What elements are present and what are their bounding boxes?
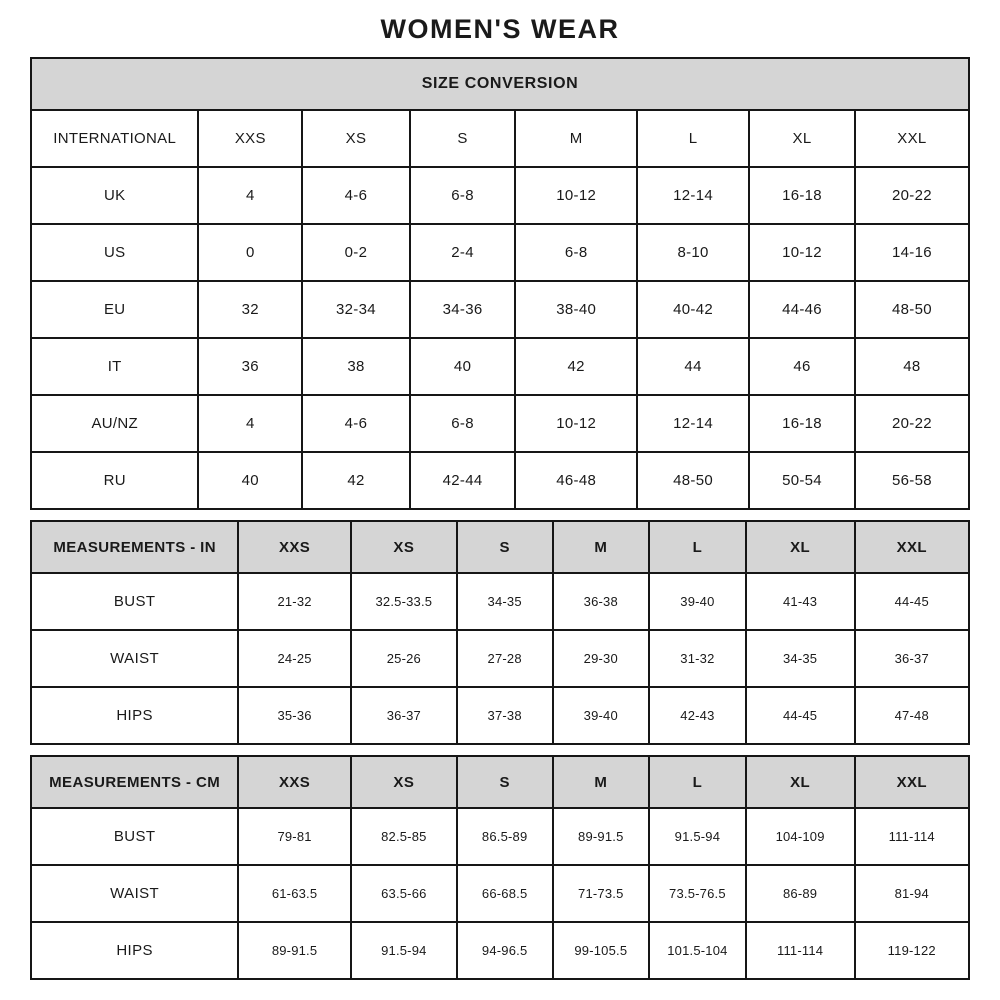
table-row (31, 281, 969, 338)
value-cell: 63.5-66 (351, 865, 457, 922)
size-column-header: XL (746, 521, 855, 573)
value-cell: 25-26 (351, 630, 457, 687)
value-cell: 16-18 (749, 395, 855, 452)
row-label: INTERNATIONAL (31, 110, 198, 167)
value-cell: 34-35 (457, 573, 553, 630)
value-cell: 39-40 (553, 687, 650, 744)
value-cell: 39-40 (649, 573, 746, 630)
measurements-in-table (30, 520, 970, 745)
value-cell: XS (302, 110, 410, 167)
size-column-header: XXS (238, 521, 351, 573)
value-cell: 73.5-76.5 (649, 865, 746, 922)
value-cell: 40 (198, 452, 302, 509)
row-label: UK (31, 167, 198, 224)
value-cell: 42-44 (410, 452, 516, 509)
size-column-header: L (649, 521, 746, 573)
table-row (31, 687, 969, 744)
row-label: IT (31, 338, 198, 395)
value-cell: 20-22 (855, 167, 969, 224)
table-row (31, 452, 969, 509)
value-cell: 86.5-89 (457, 808, 553, 865)
value-cell: 61-63.5 (238, 865, 351, 922)
size-conversion-body (31, 110, 969, 509)
row-label: BUST (31, 573, 238, 630)
value-cell: L (637, 110, 749, 167)
banner-row (31, 58, 969, 110)
value-cell: 91.5-94 (649, 808, 746, 865)
size-column-header: XXS (238, 756, 351, 808)
value-cell: 119-122 (855, 922, 969, 979)
value-cell: 6-8 (515, 224, 637, 281)
value-cell: 4 (198, 167, 302, 224)
value-cell: 46-48 (515, 452, 637, 509)
value-cell: 44-46 (749, 281, 855, 338)
size-column-header: S (457, 756, 553, 808)
column-header-row (31, 521, 969, 573)
size-chart-page (30, 0, 970, 980)
size-column-header: L (649, 756, 746, 808)
row-label: HIPS (31, 922, 238, 979)
size-conversion-banner: SIZE CONVERSION (31, 58, 969, 110)
value-cell: 36-37 (855, 630, 969, 687)
value-cell: 104-109 (746, 808, 855, 865)
value-cell: 50-54 (749, 452, 855, 509)
value-cell: 101.5-104 (649, 922, 746, 979)
size-column-header: XXL (855, 756, 969, 808)
value-cell: 38 (302, 338, 410, 395)
value-cell: 99-105.5 (553, 922, 650, 979)
value-cell: 47-48 (855, 687, 969, 744)
value-cell: 71-73.5 (553, 865, 650, 922)
value-cell: 31-32 (649, 630, 746, 687)
row-label: AU/NZ (31, 395, 198, 452)
value-cell: 44-45 (746, 687, 855, 744)
value-cell: S (410, 110, 516, 167)
value-cell: 10-12 (749, 224, 855, 281)
value-cell: 66-68.5 (457, 865, 553, 922)
value-cell: 36-38 (553, 573, 650, 630)
table-row (31, 865, 969, 922)
value-cell: 46 (749, 338, 855, 395)
size-column-header: XS (351, 521, 457, 573)
value-cell: 94-96.5 (457, 922, 553, 979)
size-column-header: M (553, 521, 650, 573)
value-cell: 6-8 (410, 167, 516, 224)
measurements-cm-body (31, 756, 969, 979)
row-label: WAIST (31, 865, 238, 922)
value-cell: 111-114 (855, 808, 969, 865)
table-title-cell: MEASUREMENTS - CM (31, 756, 238, 808)
value-cell: 38-40 (515, 281, 637, 338)
value-cell: XXS (198, 110, 302, 167)
value-cell: 0-2 (302, 224, 410, 281)
value-cell: 14-16 (855, 224, 969, 281)
value-cell: 32.5-33.5 (351, 573, 457, 630)
value-cell: 8-10 (637, 224, 749, 281)
row-label: US (31, 224, 198, 281)
measurements-cm-table (30, 755, 970, 980)
value-cell: XXL (855, 110, 969, 167)
table-row (31, 922, 969, 979)
value-cell: 10-12 (515, 167, 637, 224)
value-cell: 6-8 (410, 395, 516, 452)
table-row (31, 573, 969, 630)
table-row (31, 630, 969, 687)
table-row (31, 110, 969, 167)
row-label: WAIST (31, 630, 238, 687)
value-cell: 16-18 (749, 167, 855, 224)
table-row (31, 808, 969, 865)
value-cell: 86-89 (746, 865, 855, 922)
value-cell: 34-35 (746, 630, 855, 687)
row-label: EU (31, 281, 198, 338)
value-cell: 21-32 (238, 573, 351, 630)
column-header-row (31, 756, 969, 808)
value-cell: 4-6 (302, 167, 410, 224)
value-cell: 41-43 (746, 573, 855, 630)
value-cell: 44-45 (855, 573, 969, 630)
value-cell: 91.5-94 (351, 922, 457, 979)
value-cell: 36 (198, 338, 302, 395)
row-label: BUST (31, 808, 238, 865)
size-column-header: S (457, 521, 553, 573)
value-cell: XL (749, 110, 855, 167)
value-cell: 10-12 (515, 395, 637, 452)
table-row (31, 395, 969, 452)
value-cell: 89-91.5 (553, 808, 650, 865)
value-cell: 81-94 (855, 865, 969, 922)
value-cell: 42 (302, 452, 410, 509)
value-cell: 37-38 (457, 687, 553, 744)
size-column-header: XS (351, 756, 457, 808)
value-cell: 36-37 (351, 687, 457, 744)
value-cell: 111-114 (746, 922, 855, 979)
value-cell: 56-58 (855, 452, 969, 509)
value-cell: 27-28 (457, 630, 553, 687)
value-cell: 4 (198, 395, 302, 452)
value-cell: 32 (198, 281, 302, 338)
value-cell: 2-4 (410, 224, 516, 281)
value-cell: 32-34 (302, 281, 410, 338)
table-row (31, 167, 969, 224)
table-row (31, 338, 969, 395)
value-cell: 12-14 (637, 395, 749, 452)
row-label: RU (31, 452, 198, 509)
value-cell: 40 (410, 338, 516, 395)
value-cell: 40-42 (637, 281, 749, 338)
measurements-in-body (31, 521, 969, 744)
value-cell: 42-43 (649, 687, 746, 744)
page-title: WOMEN'S WEAR (380, 14, 620, 44)
size-column-header: XXL (855, 521, 969, 573)
size-column-header: M (553, 756, 650, 808)
value-cell: 89-91.5 (238, 922, 351, 979)
value-cell: 79-81 (238, 808, 351, 865)
table-title-cell: MEASUREMENTS - IN (31, 521, 238, 573)
value-cell: 20-22 (855, 395, 969, 452)
value-cell: 48 (855, 338, 969, 395)
value-cell: 12-14 (637, 167, 749, 224)
value-cell: 0 (198, 224, 302, 281)
value-cell: 35-36 (238, 687, 351, 744)
value-cell: 4-6 (302, 395, 410, 452)
value-cell: 48-50 (855, 281, 969, 338)
value-cell: 24-25 (238, 630, 351, 687)
value-cell: 29-30 (553, 630, 650, 687)
table-row (31, 224, 969, 281)
value-cell: 48-50 (637, 452, 749, 509)
size-conversion-table (30, 57, 970, 510)
value-cell: 82.5-85 (351, 808, 457, 865)
size-column-header: XL (746, 756, 855, 808)
value-cell: 42 (515, 338, 637, 395)
row-label: HIPS (31, 687, 238, 744)
value-cell: M (515, 110, 637, 167)
value-cell: 44 (637, 338, 749, 395)
value-cell: 34-36 (410, 281, 516, 338)
